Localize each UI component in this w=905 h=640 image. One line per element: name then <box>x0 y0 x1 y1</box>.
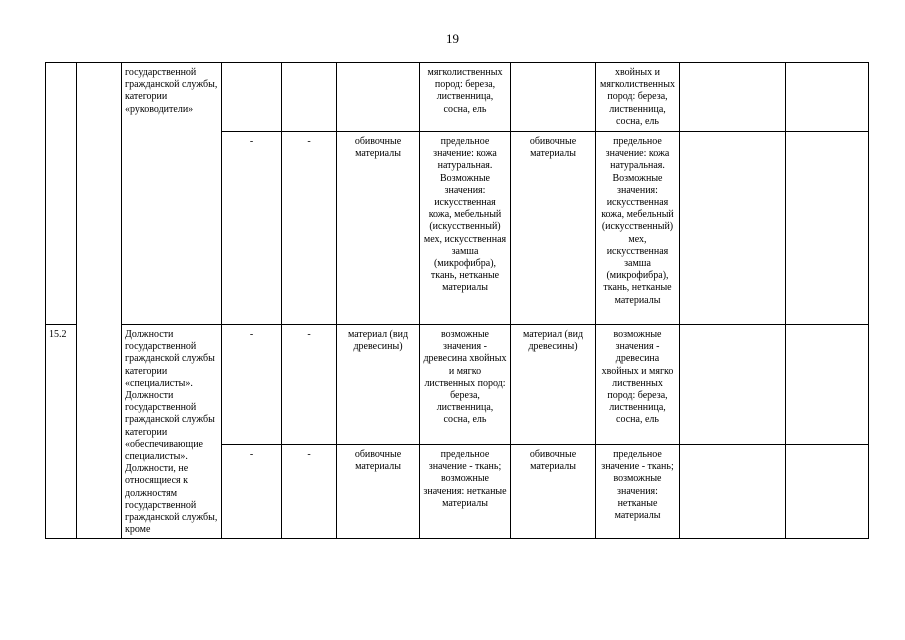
table-cell: - <box>222 325 282 445</box>
position-cell: государственной гражданской службы, категории «руководители» <box>122 63 222 325</box>
table-row <box>46 325 869 445</box>
table-cell: обивочные материалы <box>511 132 596 325</box>
table-cell <box>786 325 869 445</box>
table-cell: - <box>282 444 337 539</box>
row-number-cell: 15.2 <box>46 325 77 539</box>
table-cell <box>680 325 786 445</box>
table-cell <box>282 63 337 132</box>
table-cell: - <box>282 132 337 325</box>
table-cell: обивочные материалы <box>337 132 420 325</box>
table-cell <box>786 63 869 132</box>
table-cell <box>680 63 786 132</box>
requirements-table <box>45 62 869 539</box>
table-cell: предельное значение - ткань; возможные значения: нетканые материалы <box>420 444 511 539</box>
empty-cell <box>77 63 122 539</box>
table-cell <box>337 63 420 132</box>
page-number: 19 <box>446 31 459 46</box>
table-cell: возможные значения - древесина хвойных и мягко лиственных пород: береза, лиственница, сосна, ель <box>420 325 511 445</box>
table-cell: материал (вид древесины) <box>337 325 420 445</box>
table-cell: возможные значения - древесина хвойных и мягко лиственных пород: береза, лиственница, сосна, ель <box>596 325 680 445</box>
table-row <box>46 63 869 132</box>
table-cell <box>222 63 282 132</box>
table-cell: предельное значение: кожа натуральная. Возможные значения: искусственная кожа, мебельный (искусственный) мех, искусственная замша (микрофибра), ткань, нетканые материалы <box>420 132 511 325</box>
table-cell <box>511 63 596 132</box>
table-cell: - <box>222 132 282 325</box>
table-cell: предельное значение: кожа натуральная. Возможные значения: искусственная кожа, мебельный (искусственный) мех, искусственная замша (микрофибра), ткань, нетканые материалы <box>596 132 680 325</box>
table-cell <box>786 132 869 325</box>
table-cell <box>680 132 786 325</box>
position-cell: Должности государственной гражданской службы категории «специалисты». Должности государственной гражданской службы категории «обеспечивающие специалисты». Должности, не относящиеся к должностям государственной гражданской службы, кроме <box>122 325 222 539</box>
table-cell: - <box>282 325 337 445</box>
row-number-cell <box>46 63 77 325</box>
table-cell: - <box>222 444 282 539</box>
table-cell: материал (вид древесины) <box>511 325 596 445</box>
table-cell: хвойных и мягколиственных пород: береза, лиственница, сосна, ель <box>596 63 680 132</box>
table-cell: обивочные материалы <box>511 444 596 539</box>
table-cell: предельное значение - ткань; возможные значения: нетканые материалы <box>596 444 680 539</box>
table-cell <box>786 444 869 539</box>
table-cell <box>680 444 786 539</box>
table-cell: обивочные материалы <box>337 444 420 539</box>
table-cell: мягколиственных пород: береза, лиственница, сосна, ель <box>420 63 511 132</box>
